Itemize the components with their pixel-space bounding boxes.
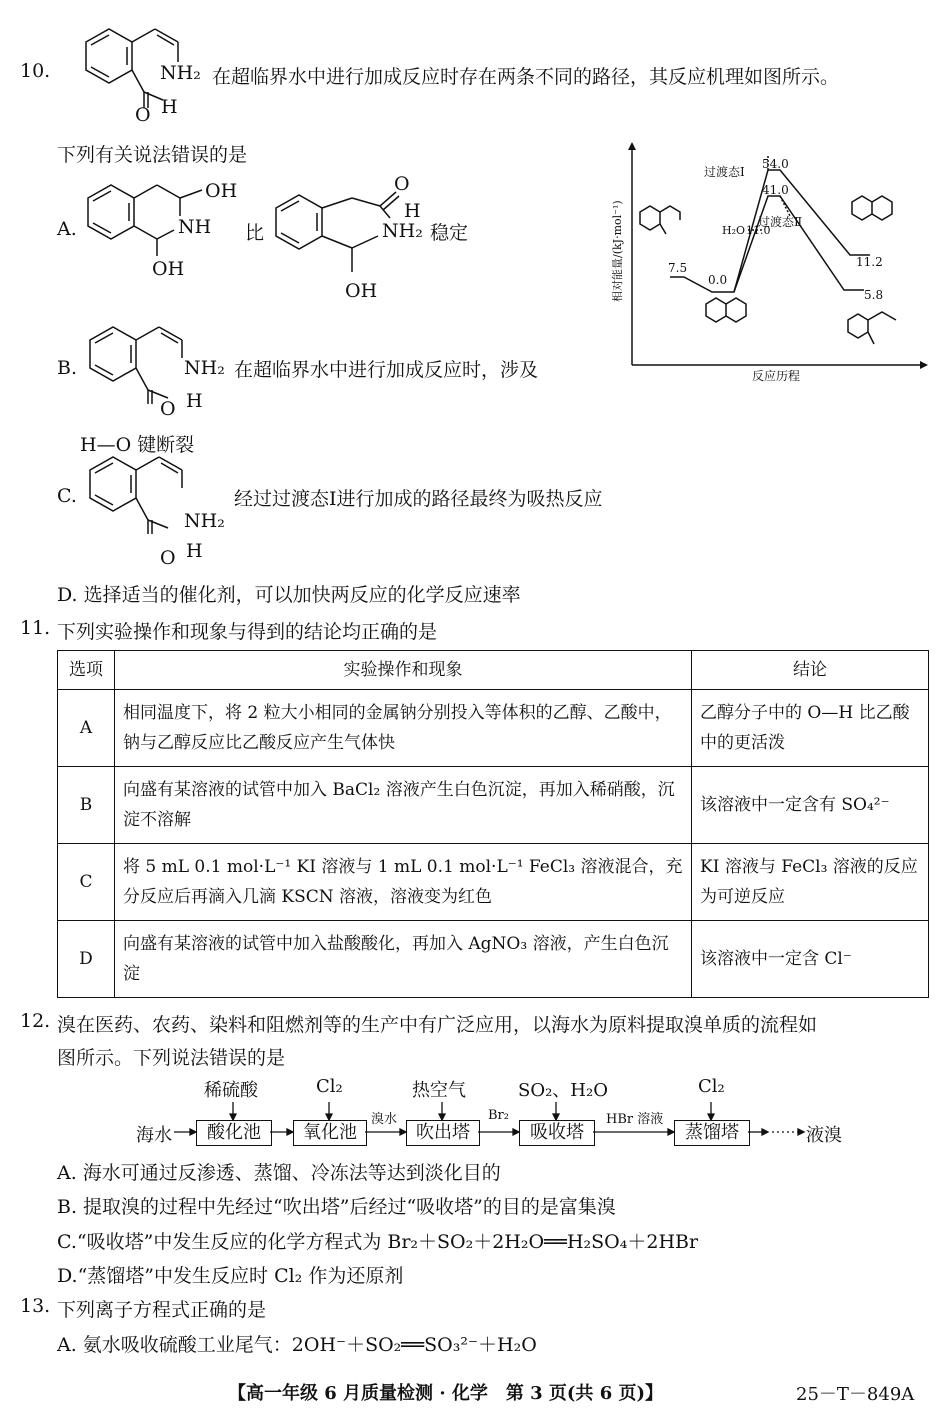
flow-box-acidify: 酸化池	[196, 1120, 272, 1146]
q11-row-a-conclusion: 乙醇分子中的 O—H 比乙酸中的更活泼	[692, 690, 929, 767]
q12-stem-line1: 溴在医药、农药、染料和阻燃剂等的生产中有广泛应用，以海水为原料提取溴单质的流程如	[57, 1014, 818, 1036]
q10-nh2: NH₂	[160, 62, 201, 84]
q10-optC-nh2: NH₂	[184, 510, 225, 532]
flow-end: 液溴	[806, 1125, 842, 1146]
flow-input-hotair: 热空气	[412, 1080, 466, 1101]
q10-optD: D. 选择适当的催化剂，可以加快两反应的化学反应速率	[57, 584, 521, 606]
flow-label-br2: Br₂	[488, 1108, 509, 1123]
q11-row-b-operation: 向盛有某溶液的试管中加入 BaCl₂ 溶液产生白色沉淀，再加入稀硝酸，沉淀不溶解	[115, 767, 692, 844]
table-row	[58, 690, 929, 767]
diagram-e-ts1: 54.0	[762, 157, 789, 171]
q10-ask: 下列有关说法错误的是	[57, 144, 248, 166]
q11-row-a-option: A	[58, 690, 115, 767]
footer-code: 25－T－849A	[796, 1384, 915, 1405]
table-row	[58, 921, 929, 998]
q12-option-d: D.“蒸馏塔”中发生反应时 Cl₂ 作为还原剂	[57, 1265, 404, 1287]
footer-title: 【高一年级 6 月质量检测 · 化学 第 3 页(共 6 页)】	[228, 1383, 664, 1404]
diagram-e-p2: 5.8	[864, 288, 884, 302]
diagram-mol-intermediate	[706, 298, 746, 322]
flow-box-blowout: 吹出塔	[406, 1120, 480, 1146]
table-row	[58, 767, 929, 844]
q12-option-c: C.“吸收塔”中发生反应的化学方程式为 Br₂＋SO₂＋2H₂O══H₂SO₄＋2HBr	[57, 1231, 699, 1253]
q10-optA-compare: 比	[245, 222, 265, 244]
q12-number: 12.	[20, 1010, 51, 1032]
q10-optA-oh1: OH	[205, 180, 238, 202]
q11-stem: 下列实验操作和现象与得到的结论均正确的是	[57, 621, 438, 643]
q10-number: 10.	[20, 60, 51, 82]
q10-optB-label: B.	[57, 357, 78, 379]
q11-row-b-option: B	[58, 767, 115, 844]
diagram-ts1: 过渡态Ⅰ	[704, 165, 745, 179]
diagram-e-water: 11.0	[746, 224, 771, 237]
flow-box-distill: 蒸馏塔	[674, 1120, 750, 1146]
q10-optB-o: O	[160, 398, 176, 420]
q10-optA-end: 稳定	[430, 222, 469, 244]
flow-input-so2: SO₂、H₂O	[518, 1080, 608, 1101]
flow-start: 海水	[136, 1125, 172, 1146]
flow-box-oxidize: 氧化池	[293, 1120, 367, 1146]
q11-row-c-conclusion: KI 溶液与 FeCl₃ 溶液的反应为可逆反应	[692, 844, 929, 921]
q11-table	[57, 650, 929, 998]
q10-energy-diagram	[602, 140, 932, 385]
q10-optA-nh: NH	[178, 216, 212, 238]
q11-number: 11.	[20, 617, 51, 639]
diagram-mol-product1	[852, 196, 892, 220]
q11-header-option: 选项	[58, 651, 115, 690]
diagram-mol-reactant	[640, 206, 680, 234]
q10-o: O	[135, 104, 151, 126]
flow-label-hbr: HBr 溶液	[606, 1112, 664, 1127]
q10-optB-nh2: NH₂	[184, 357, 225, 379]
q11-row-c-option: C	[58, 844, 115, 921]
q10-h: H	[161, 96, 178, 118]
q11-header-operation: 实验操作和现象	[115, 651, 692, 690]
flow-input-cl2-1: Cl₂	[316, 1076, 343, 1097]
q10-optB-h: H	[186, 390, 203, 412]
flow-arrows	[0, 1090, 950, 1140]
q10-optC-text: 经过过渡态Ⅰ进行加成的路径最终为吸热反应	[234, 488, 603, 510]
q12-option-b: B. 提取溴的过程中先经过“吹出塔”后经过“吸收塔”的目的是富集溴	[57, 1196, 616, 1218]
diagram-mol-product2	[848, 312, 896, 344]
q10-optC-o: O	[160, 547, 176, 569]
q11-row-a-operation: 相同温度下，将 2 粒大小相同的金属钠分别投入等体积的乙醇、乙酸中，钠与乙醇反应比乙酸反应产生气体快	[115, 690, 692, 767]
q10-optA-label: A.	[57, 218, 77, 240]
table-row	[58, 844, 929, 921]
q11-row-d-conclusion: 该溶液中一定含 Cl⁻	[692, 921, 929, 998]
q13-number: 13.	[20, 1295, 51, 1317]
flow-label-bromine-water: 溴水	[371, 1112, 398, 1127]
q12-option-a: A. 海水可通过反渗透、蒸馏、冷冻法等达到淡化目的	[57, 1162, 501, 1184]
diagram-water: H₂O	[722, 224, 746, 237]
q11-header-conclusion: 结论	[692, 651, 929, 690]
diagram-xlabel: 反应历程	[752, 369, 801, 383]
diagram-ts2: 过渡态Ⅱ	[758, 215, 803, 229]
q12-stem-line2: 图所示。下列说法错误的是	[57, 1047, 286, 1069]
q10-optB-text: 在超临界水中进行加成反应时，涉及	[234, 359, 539, 381]
q10-optA-oh2: OH	[152, 258, 185, 280]
q10-optA-nh2: NH₂	[382, 220, 423, 242]
flow-box-absorb: 吸收塔	[519, 1120, 595, 1146]
diagram-e-p1: 11.2	[856, 255, 883, 269]
q11-row-b-conclusion: 该溶液中一定含有 SO₄²⁻	[692, 767, 929, 844]
q10-optB-cont: H—O 键断裂	[80, 434, 195, 456]
diagram-ylabel: 相对能量/(kJ·mol⁻¹)	[611, 200, 624, 302]
diagram-e-start: 7.5	[668, 261, 688, 275]
q10-stem: 在超临界水中进行加成反应时存在两条不同的路径，其反应机理如图所示。	[212, 66, 840, 88]
q10-optC-label: C.	[57, 485, 77, 507]
q10-optA-h: H	[404, 200, 421, 222]
q10-optC-structure	[82, 440, 242, 550]
q11-row-c-operation: 将 5 mL 0.1 mol·L⁻¹ KI 溶液与 1 mL 0.1 mol·L⁻¹ FeCl₃ 溶液混合，充分反应后再滴入几滴 KSCN 溶液，溶液变为红色	[115, 844, 692, 921]
q11-row-d-option: D	[58, 921, 115, 998]
diagram-e-int: 0.0	[708, 273, 728, 287]
q10-optC-h: H	[186, 540, 203, 562]
q13-option-a: A. 氨水吸收硫酸工业尾气：2OH⁻＋SO₂══SO₃²⁻＋H₂O	[57, 1334, 537, 1356]
q13-stem: 下列离子方程式正确的是	[57, 1299, 267, 1321]
q10-optA-o: O	[394, 173, 410, 195]
q10-optA-oh3: OH	[345, 280, 378, 302]
diagram-e-ts2: 41.0	[762, 183, 789, 197]
flow-input-acid: 稀硫酸	[204, 1080, 258, 1101]
flow-input-cl2-2: Cl₂	[698, 1076, 725, 1097]
q11-row-d-operation: 向盛有某溶液的试管中加入盐酸酸化，再加入 AgNO₃ 溶液，产生白色沉淀	[115, 921, 692, 998]
